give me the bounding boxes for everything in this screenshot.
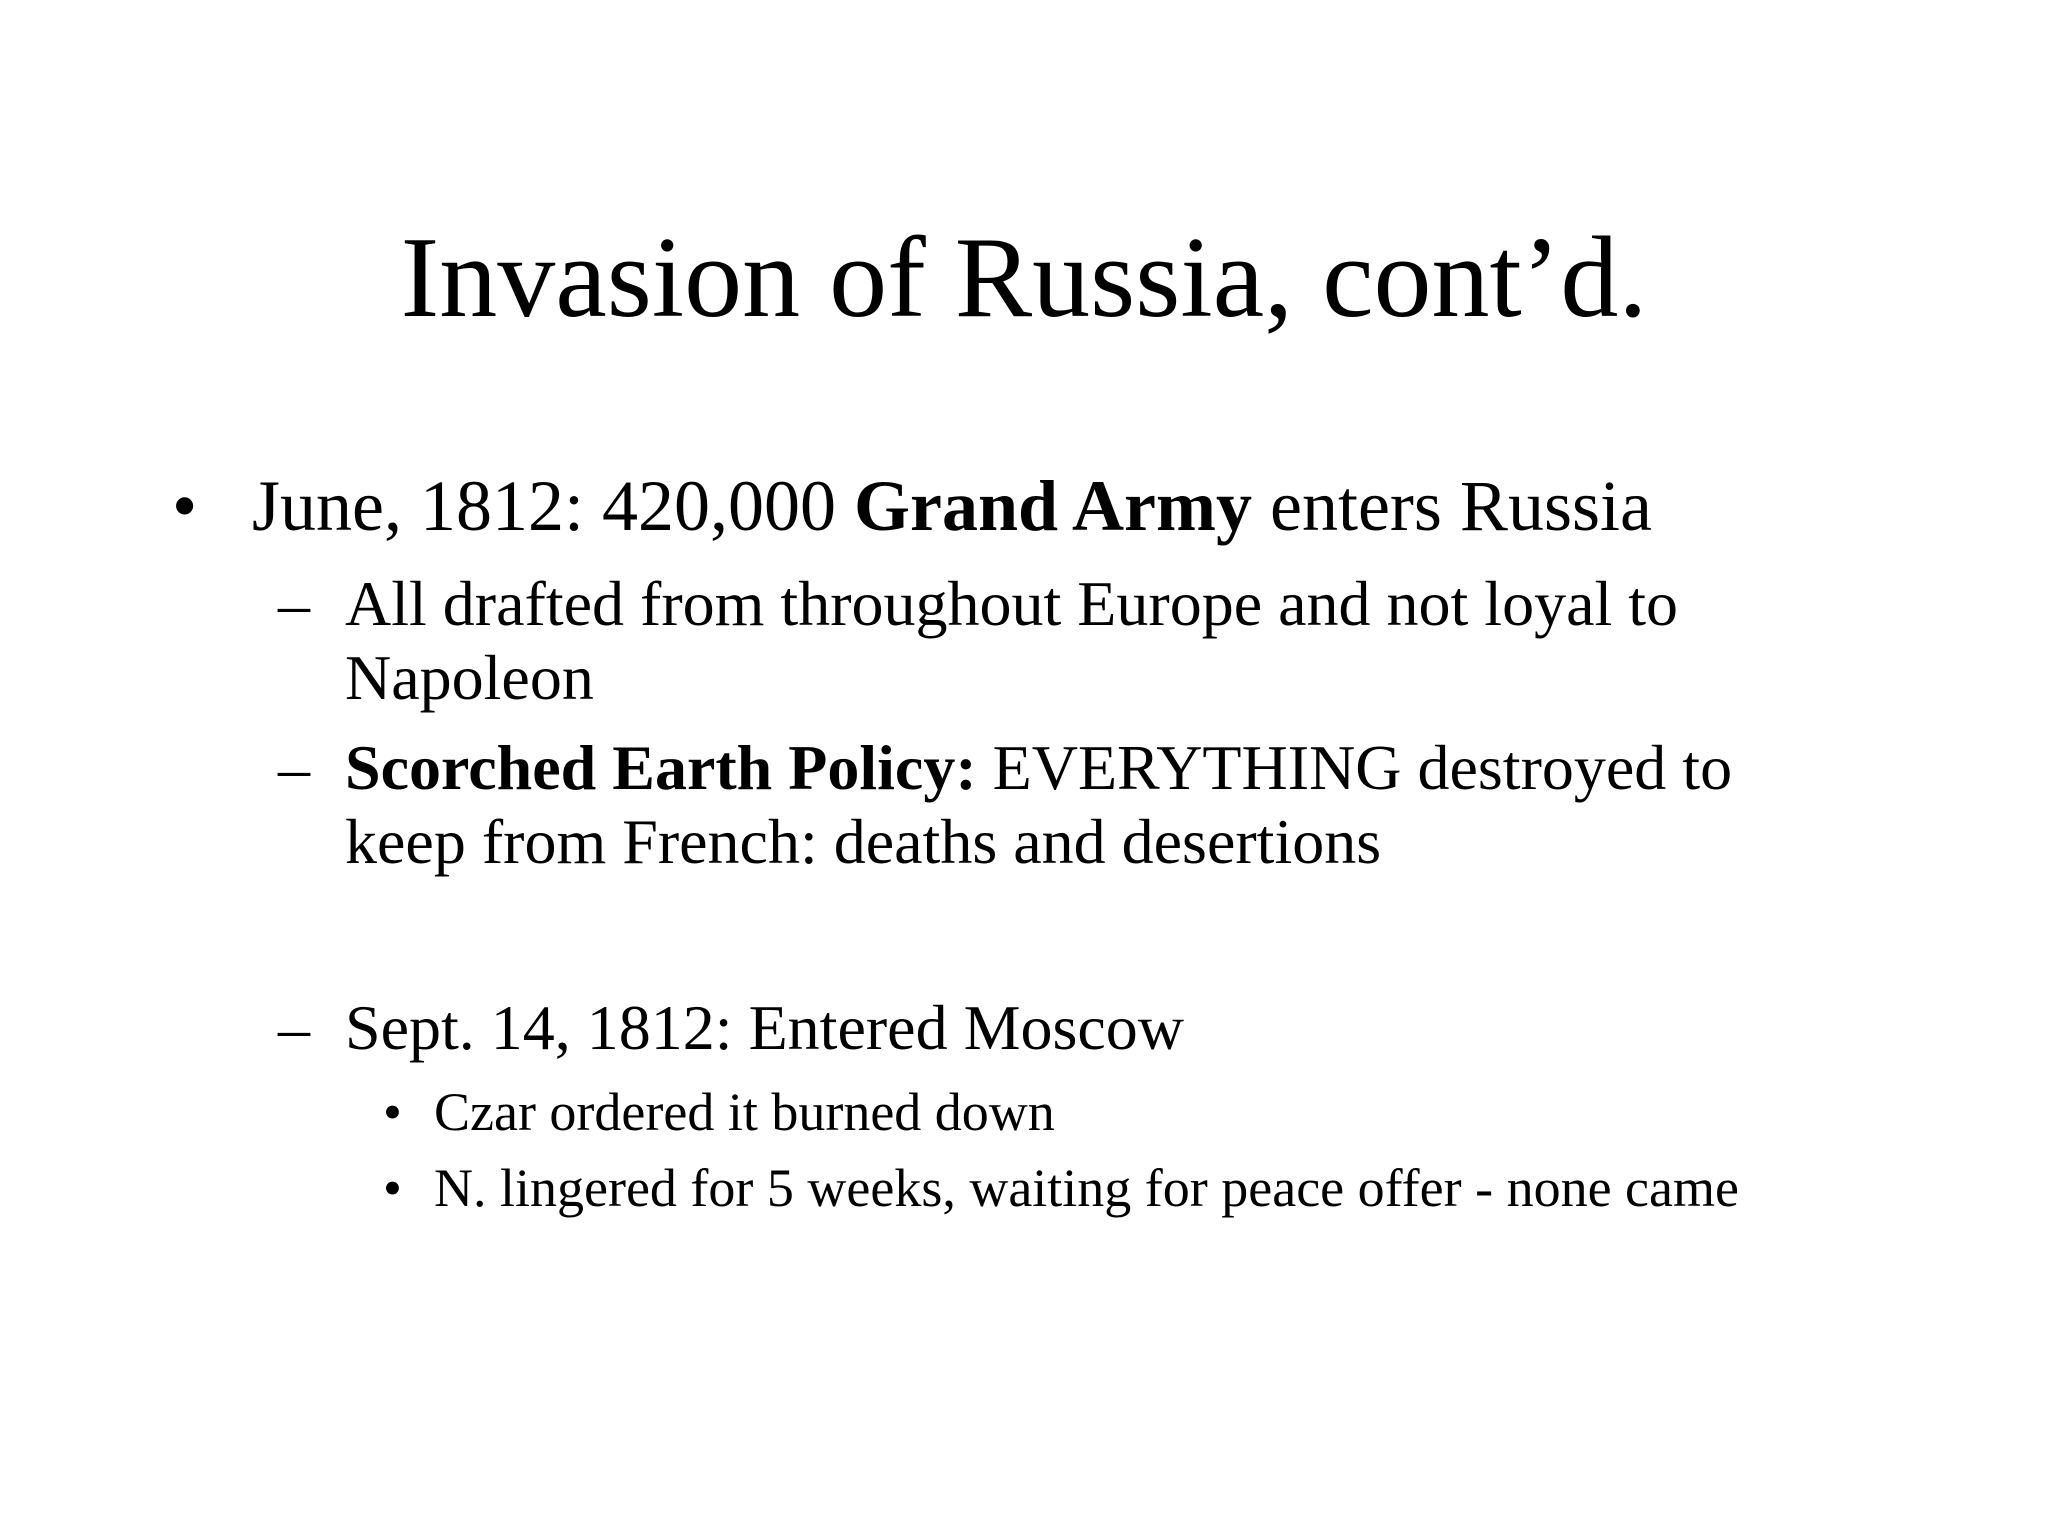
bullet-bold-text: Scorched Earth Policy: [345,732,977,803]
subsubbullet-lingered: N. lingered for 5 weeks, waiting for peace offer - none came [434,1158,1739,1218]
subbullet-moscow: Sept. 14, 1812: Entered Moscow [345,992,1184,1063]
subbullet-drafted-line1: All drafted from throughout Europe and not loyal to [345,568,1679,639]
bullet-text: enters Russia [1252,466,1652,546]
subbullet-scorched-line1 [345,730,1732,806]
bullet-icon: • [383,1082,402,1142]
bullet-text: June, 1812: 420,000 [252,466,854,546]
dash-icon: – [278,732,310,803]
subbullet-scorched-line2: keep from French: deaths and desertions [345,806,1382,877]
subsubbullet-czar: Czar ordered it burned down [434,1082,1055,1142]
bullet-bold-text: Grand Army [853,466,1252,546]
subbullet-drafted-line2: Napoleon [345,642,594,713]
bullet-text: EVERYTHING destroyed to [976,732,1733,803]
dash-icon: – [278,568,310,639]
bullet-grand-army [252,463,1652,549]
slide-title: Invasion of Russia, cont’d. [400,214,1648,342]
bullet-icon: • [383,1158,402,1218]
dash-icon: – [278,992,310,1063]
bullet-icon: • [172,466,198,546]
